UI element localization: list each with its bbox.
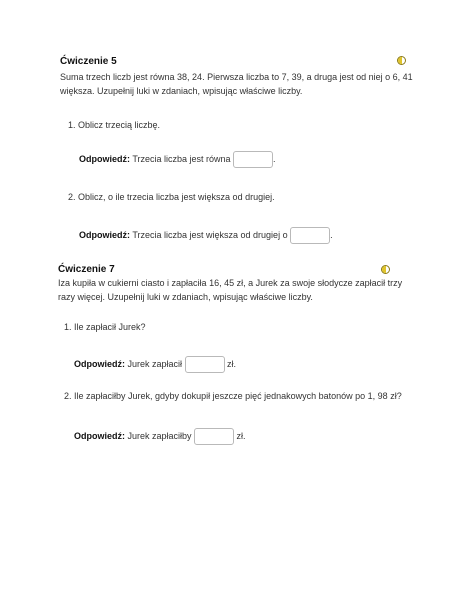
exercise-7-answer-1 (74, 356, 236, 373)
answer-suffix: zł. (224, 358, 237, 369)
answer-label: Odpowiedź: (74, 430, 125, 441)
difficulty-half-icon (381, 265, 390, 274)
answer-suffix: . (273, 153, 276, 164)
exercise-5-question-2: 2. Oblicz, o ile trzecia liczba jest większa od drugiej. (68, 192, 275, 202)
exercise-7-question-1: 1. Ile zapłacił Jurek? (64, 322, 146, 332)
exercise-5-line-2: większa. Uzupełnij luki w zdaniach, wpisując właściwe liczby. (60, 86, 303, 96)
answer-label: Odpowiedź: (74, 358, 125, 369)
answer-suffix: zł. (234, 430, 246, 441)
exercise-5-title: Ćwiczenie 5 (60, 56, 117, 67)
exercise-5-answer-1 (79, 151, 276, 168)
difficulty-half-icon (397, 56, 406, 65)
answer-input[interactable] (290, 227, 330, 244)
exercise-7-title: Ćwiczenie 7 (58, 264, 115, 275)
exercise-7-line-1: Iza kupiła w cukierni ciasto i zapłaciła 16, 45 zł, a Jurek za swoje słodycze zapłacił trzy (58, 278, 403, 288)
exercise-5-line-1: Suma trzech liczb jest równa 38, 24. Pierwsza liczba to 7, 39, a druga jest od niej o 6, 41 (60, 72, 413, 82)
answer-input[interactable] (233, 151, 273, 168)
exercise-7-line-2: razy więcej. Uzupełnij luki w zdaniach, wpisując właściwe liczby. (58, 292, 313, 302)
answer-text: Jurek zapłacił (125, 358, 185, 369)
answer-label: Odpowiedź: (79, 229, 130, 240)
exercise-7-question-2: 2. Ile zapłaciłby Jurek, gdyby dokupił jeszcze pięć jednakowych batonów po 1, 98 zł? (64, 391, 402, 401)
exercise-7-answer-2 (74, 428, 246, 445)
exercise-5-question-1: 1. Oblicz trzecią liczbę. (68, 120, 161, 130)
exercise-7-instructions (58, 276, 418, 304)
answer-input[interactable] (185, 356, 225, 373)
answer-input[interactable] (194, 428, 234, 445)
exercise-5-answer-2 (79, 227, 333, 244)
answer-text: Trzecia liczba jest większa od drugiej o (130, 229, 291, 240)
answer-text: Trzecia liczba jest równa (130, 153, 234, 164)
answer-text: Jurek zapłaciłby (125, 430, 195, 441)
answer-label: Odpowiedź: (79, 153, 130, 164)
exercise-5-instructions (60, 70, 420, 98)
answer-suffix: . (330, 229, 333, 240)
